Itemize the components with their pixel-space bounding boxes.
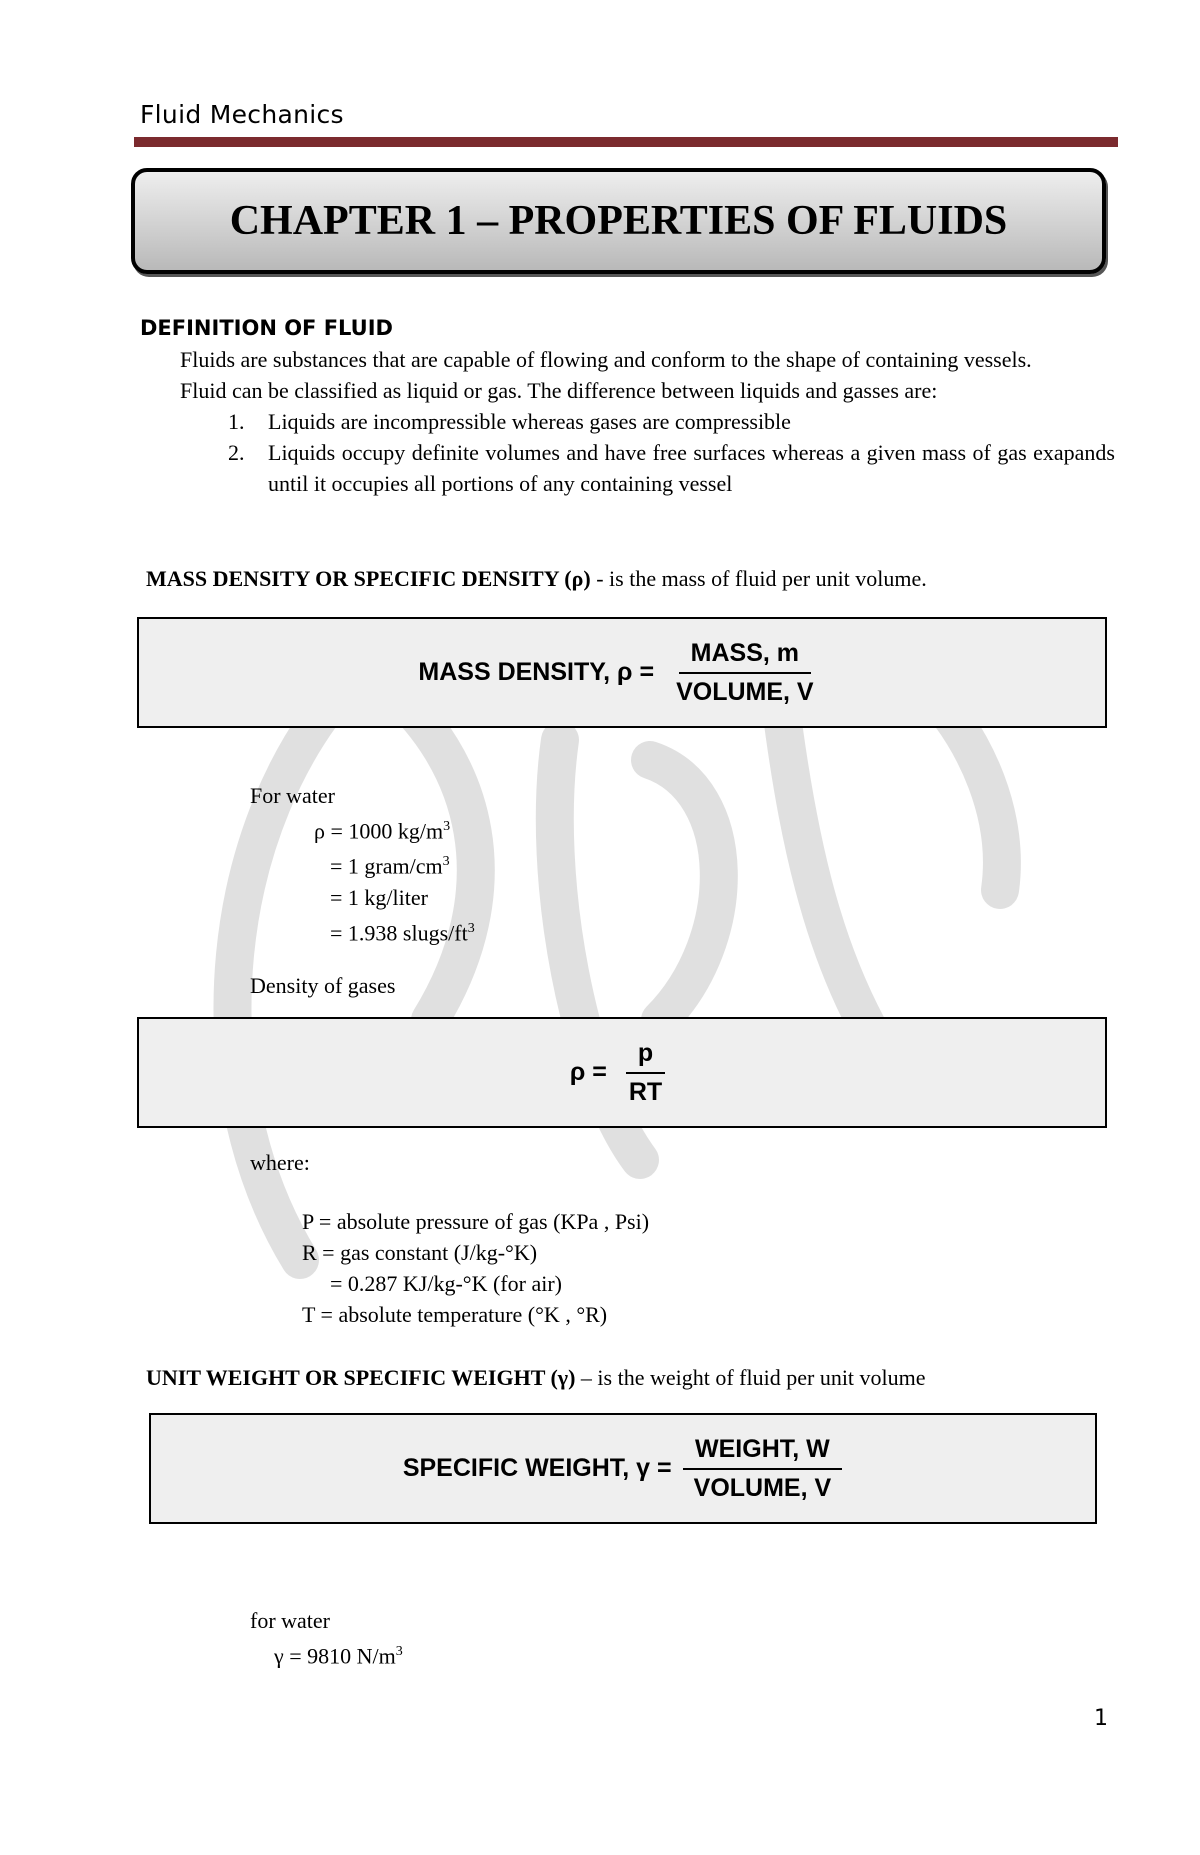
var-r-air: = 0.287 KJ/kg-°K (for air) [330,1271,562,1296]
water-density-values: For water ρ = 1000 $kg/m^3$ = 1 gram/$cm^3$ = 1 kg/liter = 1.938 slugs/$ft^3$ Density of gases [250,780,1200,1001]
difference-list [140,406,1115,499]
list-item: 1. Liquids are incompressible whereas gases are compressible [250,406,1115,437]
definition-section [140,313,1115,499]
chapter-title: CHAPTER 1 – PROPERTIES OF FLUIDS [229,198,1008,244]
formula-lhs: SPECIFIC WEIGHT, γ = [402,1454,672,1482]
water-label: for water [250,1608,331,1633]
var-t: T = absolute temperature (°K , °R) [302,1302,608,1327]
unit-weight-heading: UNIT WEIGHT OR SPECIFIC WEIGHT (γ) [146,1365,576,1390]
unit-weight-heading-line [146,1362,1121,1393]
page-header-title: Fluid Mechanics [140,100,344,129]
mass-density-heading-line [146,563,1121,594]
water-label: For water [250,783,335,808]
page-number: 1 [1094,1706,1108,1731]
definition-paragraph-1: Fluids are substances that are capable of flowing and conform to the shape of containing vessels. [180,347,1032,372]
list-item: 2. Liquids occupy definite volumes and have free surfaces whereas a given mass of gas exapands until it occupies all portions of any containing vessel [250,437,1115,499]
header-rule [134,137,1118,147]
formula-numerator: WEIGHT, W [683,1435,842,1470]
where-label: where: [250,1150,310,1175]
chapter-title-box [131,168,1106,274]
formula-lhs: MASS DENSITY, ρ = [418,658,655,686]
formula-denominator: RT [628,1077,663,1106]
formula-numerator: p [626,1039,665,1074]
formula-fraction [664,639,826,707]
definition-paragraph-2: Fluid can be classified as liquid or gas. The difference between liquids and gasses are: [180,378,938,403]
formula-fraction [682,1435,844,1503]
gas-variables [250,1147,1200,1330]
mass-density-heading: MASS DENSITY OR SPECIFIC DENSITY (ρ) [146,566,591,591]
gases-label: Density of gases [250,972,396,998]
water-value-1: ρ = 1000 kg/m [314,818,444,844]
gas-density-formula-box [137,1017,1107,1128]
water-specific-weight: for water γ = 9810 $N/m^3$ [250,1605,1200,1671]
water-specific-weight-value: γ = 9810 N/m [274,1643,396,1669]
water-value-4: = 1.938 slugs/ft [330,919,468,945]
water-value-2: = 1 gram/cm [330,853,443,879]
formula-fraction [617,1039,674,1107]
specific-weight-formula-box [149,1413,1097,1524]
unit-weight-desc: – is the weight of fluid per unit volume [575,1365,926,1390]
definition-heading: DEFINITION OF FLUID [140,316,393,340]
water-value-3: = 1 kg/liter [330,884,428,910]
formula-lhs: ρ = [569,1058,607,1086]
var-r: R = gas constant (J/kg-°K) [302,1240,538,1265]
formula-numerator: MASS, m [679,639,811,674]
var-p: P = absolute pressure of gas (KPa , Psi) [302,1209,650,1234]
formula-denominator: VOLUME, V [676,677,814,706]
mass-density-formula-box [137,617,1107,728]
formula-denominator: VOLUME, V [693,1473,832,1502]
mass-density-desc: - is the mass of fluid per unit volume. [590,566,927,591]
